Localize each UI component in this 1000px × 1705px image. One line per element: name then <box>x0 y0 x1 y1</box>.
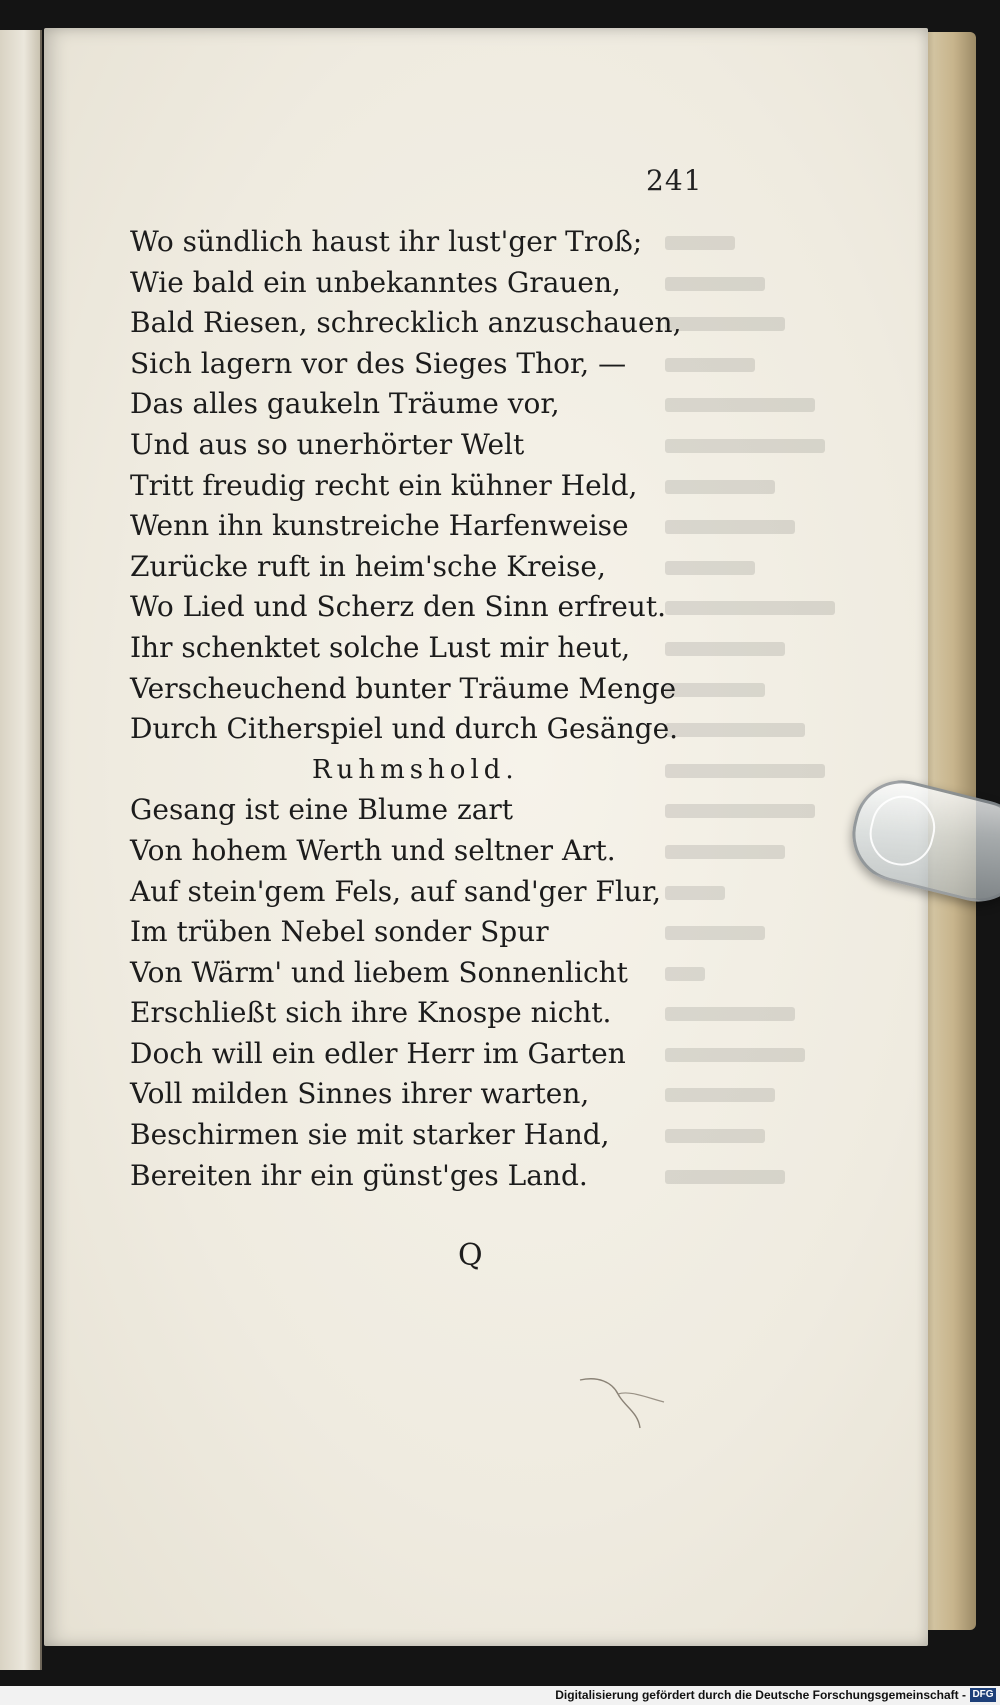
verse-line: Durch Citherspiel und durch Gesänge. <box>130 712 679 746</box>
verse-line: Sich lagern vor des Sieges Thor, — <box>130 346 627 380</box>
bleed-line <box>665 506 835 547</box>
verse-line: Wie bald ein unbekanntes Grauen, <box>130 265 621 299</box>
bleed-line <box>665 953 835 994</box>
bleed-line <box>665 1156 835 1197</box>
verse-line: Voll milden Sinnes ihrer warten, <box>130 1077 590 1111</box>
bleed-line <box>665 547 835 588</box>
verse-line: Zurücke ruft in heim'sche Kreise, <box>130 549 606 583</box>
bleed-line <box>665 831 835 872</box>
verse-line: Tritt freudig recht ein kühner Held, <box>130 468 638 502</box>
bleed-line <box>665 263 835 304</box>
verse-line: Erschließt sich ihre Knospe nicht. <box>130 996 612 1030</box>
bleed-line <box>665 1115 835 1156</box>
verse-line: Das alles gaukeln Träume vor, <box>130 387 560 421</box>
glass-reflection <box>863 789 942 872</box>
bleed-line <box>665 222 835 263</box>
verse-line: Wo Lied und Scherz den Sinn erfreut. <box>130 590 666 624</box>
footer-bar <box>0 1686 1000 1705</box>
bleed-line <box>665 993 835 1034</box>
verse-line: Von hohem Werth und seltner Art. <box>130 833 616 867</box>
bleed-line <box>665 425 835 466</box>
page-number: 241 <box>646 164 703 197</box>
bleed-line <box>665 750 835 791</box>
verse-line: Doch will ein edler Herr im Garten <box>130 1036 626 1070</box>
bleed-line <box>665 709 835 750</box>
bleed-line <box>665 344 835 385</box>
footer-credit: Digitalisierung gefördert durch die Deutsche Forschungsgemeinschaft - <box>555 1688 966 1702</box>
verse-line: Verscheuchend bunter Träume Menge <box>130 671 677 705</box>
verse-line: Und aus so unerhörter Welt <box>130 427 525 461</box>
bleed-line <box>665 628 835 669</box>
pencil-mark-icon <box>578 1372 668 1432</box>
bleed-line <box>665 669 835 710</box>
bleed-line <box>665 303 835 344</box>
catchword: Q <box>458 1238 483 1273</box>
verse-line: Gesang ist eine Blume zart <box>130 793 514 827</box>
bleed-line <box>665 790 835 831</box>
verse-line: Auf stein'gem Fels, auf sand'ger Flur, <box>130 874 662 908</box>
verse-line: Wenn ihn kunstreiche Harfenweise <box>130 509 629 543</box>
verse-line: Wo sündlich haust ihr lust'ger Troß; <box>130 225 643 258</box>
poem-text <box>130 222 681 1196</box>
bleed-line <box>665 1074 835 1115</box>
speaker-name: Ruhmshold. <box>312 754 519 785</box>
previous-page-edge <box>0 30 42 1670</box>
bleed-line <box>665 912 835 953</box>
verse-line: Bald Riesen, schrecklich anzuschauen, <box>130 306 682 340</box>
bleed-line <box>665 587 835 628</box>
bleed-line <box>665 384 835 425</box>
verse-line: Im trüben Nebel sonder Spur <box>130 915 549 949</box>
bleed-line <box>665 872 835 913</box>
verse-line: Von Wärm' und liebem Sonnenlicht <box>130 955 628 989</box>
verso-show-through <box>665 222 835 1196</box>
dfg-logo: DFG <box>970 1688 996 1702</box>
verse-line: Ihr schenktet solche Lust mir heut, <box>130 630 631 664</box>
verse-line: Beschirmen sie mit starker Hand, <box>130 1118 610 1152</box>
bleed-line <box>665 466 835 507</box>
bleed-line <box>665 1034 835 1075</box>
verse-line: Bereiten ihr ein günst'ges Land. <box>130 1158 588 1192</box>
